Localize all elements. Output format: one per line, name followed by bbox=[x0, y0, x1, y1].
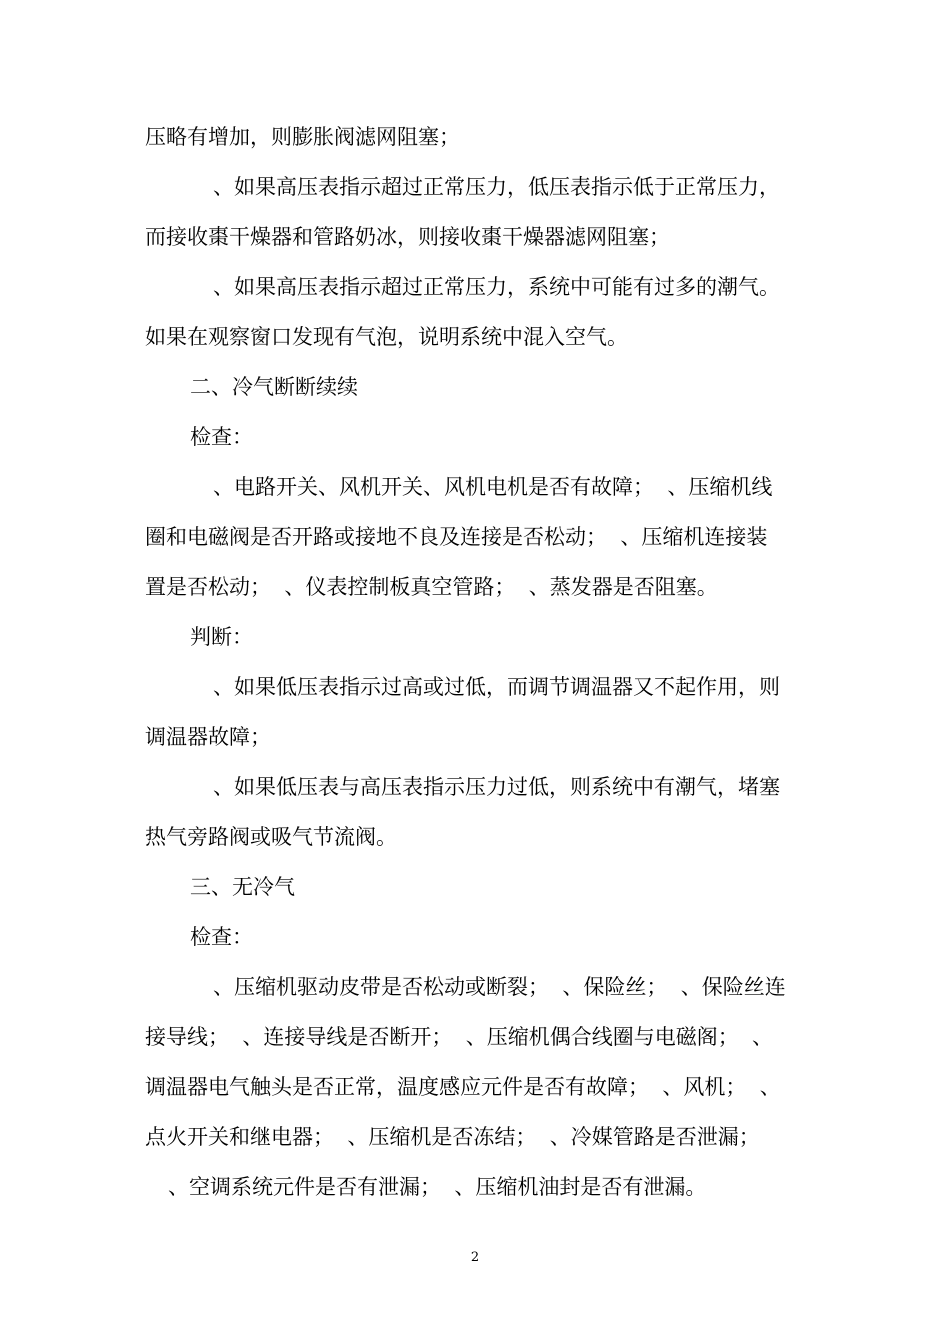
text-line-21: 点火开关和继电器； 、压缩机是否冻结； 、冷媒管路是否泄漏； bbox=[145, 1125, 760, 1149]
page-number: 2 bbox=[470, 1250, 480, 1265]
text-line-14: 、如果低压表与高压表指示压力过低，则系统中有潮气，堵塞 bbox=[213, 775, 780, 799]
text-line-18: 、压缩机驱动皮带是否松动或断裂； 、保险丝； 、保险丝连 bbox=[213, 975, 786, 999]
text-line-13: 调温器故障； bbox=[145, 725, 271, 749]
text-line-22: 、空调系统元件是否有泄漏； 、压缩机油封是否有泄漏。 bbox=[168, 1175, 707, 1199]
subheading-check-2: 检查： bbox=[190, 925, 253, 949]
text-line-15: 热气旁路阀或吸气节流阀。 bbox=[145, 825, 397, 849]
text-line-4: 、如果高压表指示超过正常压力，系统中可能有过多的潮气。 bbox=[213, 275, 780, 299]
text-line-8: 、电路开关、风机开关、风机电机是否有故障； 、压缩机线 bbox=[213, 475, 773, 499]
section-heading-3: 三、无冷气 bbox=[190, 875, 295, 899]
text-line-10: 置是否松动； 、仪表控制板真空管路； 、蒸发器是否阻塞。 bbox=[145, 575, 718, 599]
text-line-5: 如果在观察窗口发现有气泡，说明系统中混入空气。 bbox=[145, 325, 628, 349]
subheading-check-1: 检查： bbox=[190, 425, 253, 449]
subheading-judge: 判断： bbox=[190, 625, 253, 649]
text-line-19: 接导线； 、连接导线是否断开； 、压缩机偶合线圈与电磁阁； 、 bbox=[145, 1025, 774, 1049]
text-line-9: 圈和电磁阀是否开路或接地不良及连接是否松动； 、压缩机连接装 bbox=[145, 525, 768, 549]
text-line-3: 而接收棗干燥器和管路奶冰，则接收棗干燥器滤网阻塞； bbox=[145, 225, 670, 249]
text-line-2: 、如果高压表指示超过正常压力，低压表指示低于正常压力， bbox=[213, 175, 780, 199]
text-line-20: 调温器电气触头是否正常，温度感应元件是否有故障； 、风机； 、 bbox=[145, 1075, 781, 1099]
text-line-1: 压略有增加，则膨胀阀滤网阻塞； bbox=[145, 125, 460, 149]
text-line-12: 、如果低压表指示过高或过低，而调节调温器又不起作用，则 bbox=[213, 675, 780, 699]
section-heading-2: 二、冷气断断续续 bbox=[190, 375, 358, 399]
